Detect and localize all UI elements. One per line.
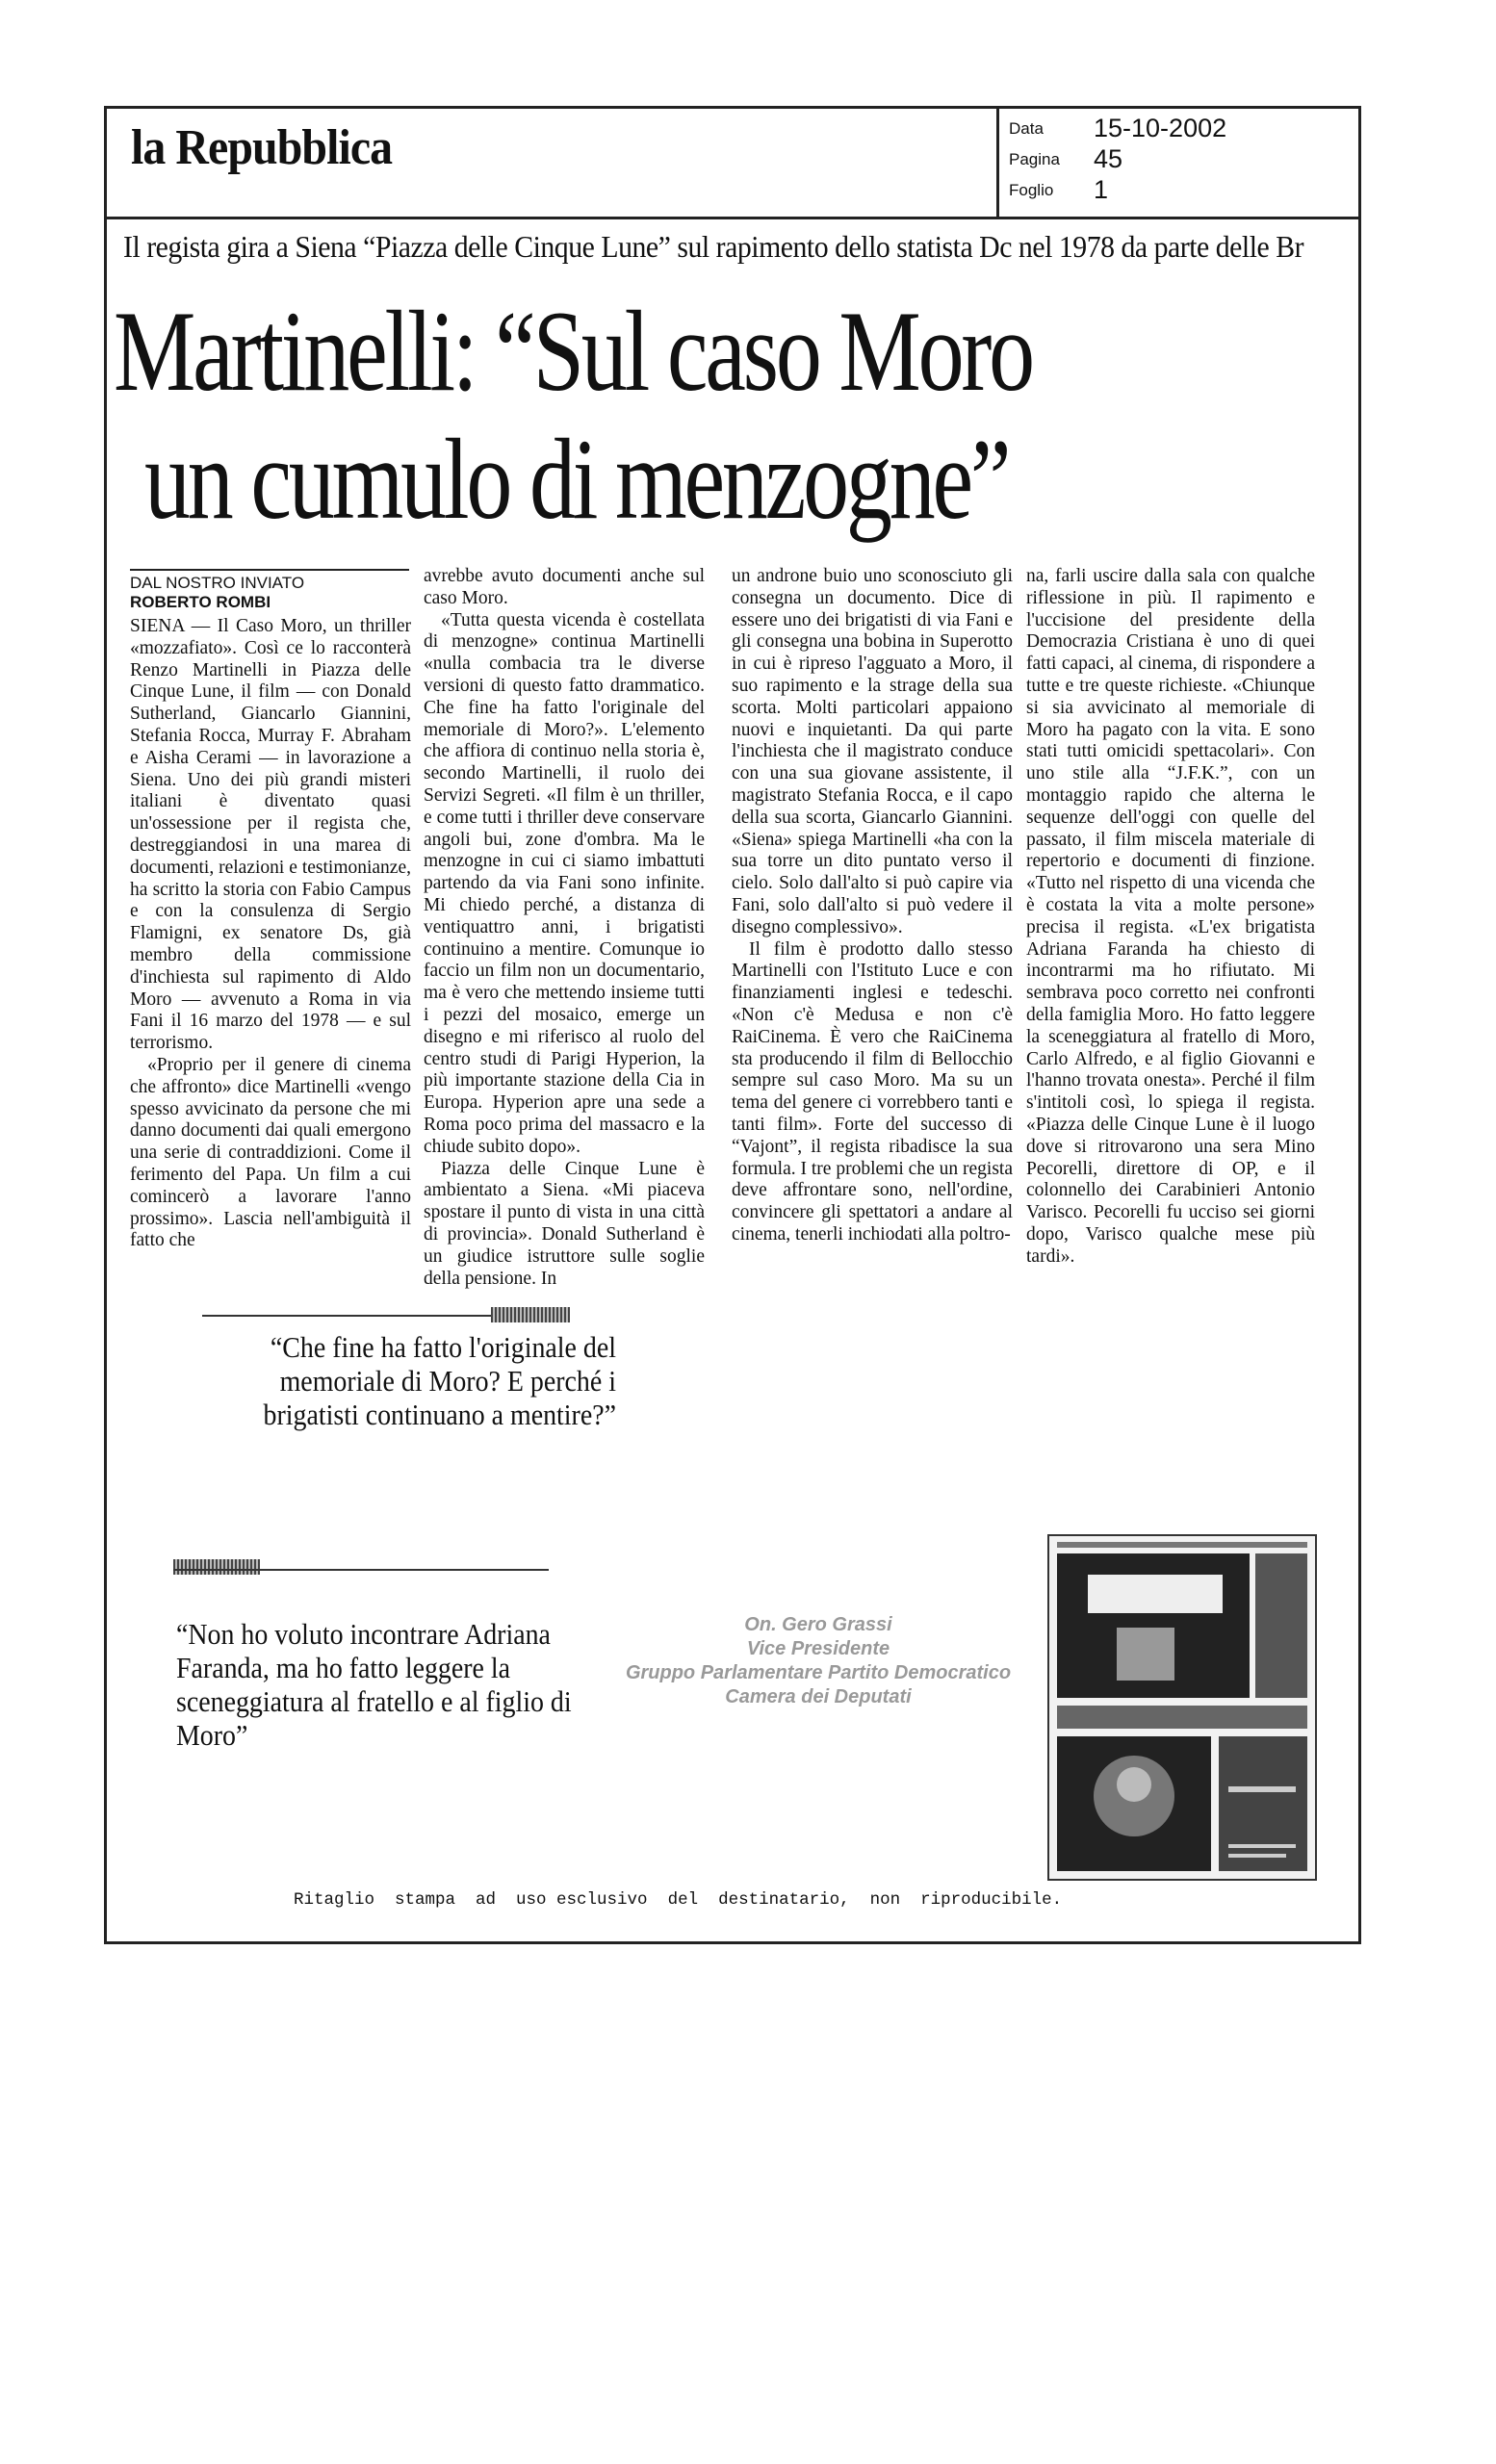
quote2-rule — [173, 1569, 549, 1571]
col2-paragraph: «Tutta questa vicenda è costellata di menzogne» continua Martinelli «nulla combacia tra le diverse versioni di questo fatto drammatico. Che fine ha fatto l'originale del memoriale di Moro?». L'elemento che affiora di continuo nella storia è, secondo Martinelli, il ruolo dei Servizi Segreti. «Il film è un thriller, e come tutti i thriller deve conservare angoli bui, zone d'ombra. Ma le menzogne in cui ci siamo imbattuti partendo da via Fani sono infinite. Mi chiedo perché, a distanza di ventiquattro anni, i brigatisti continuino a mentire. Comunque io faccio un film non un documentario, ma è vero che mettendo insieme tutti i pezzi del mosaico, emerge un disegno e mi riferisco al ruolo del centro studi di Parigi Hyperion, la più importante stazione della Cia in Europa. Hyperion apre una sede a Roma poco prima del massacro e la chiude subito dopo». — [424, 609, 705, 1157]
quote2-hatch — [173, 1559, 260, 1575]
stamp-line-3: Gruppo Parlamentare Partito Democratico — [625, 1662, 1012, 1683]
masthead-box — [104, 106, 999, 217]
article-column-1 — [130, 616, 411, 1252]
col3-paragraph: Il film è prodotto dallo stesso Martinelli con l'Istituto Luce e con finanziamenti inglesi e tedeschi. «Non c'è Medusa e non c'è RaiCinema. È vero che RaiCinema sta producendo il film di Bellocchio sempre sul caso Moro. Ma su un tema del genere ci vorrebbero tanti e tanti film». Forte del successo di “Vajont”, il regista ribadisce la sua formula. I tre problemi che un regista deve affrontare sono, nell'ordine, convincere gli spettatori a andare al cinema, tenerli inchiodati alla poltro- — [732, 938, 1013, 1245]
col1-paragraph: «Proprio per il genere di cinema che affronto» dice Martinelli «vengo spesso avvicinato da persone che mi danno documenti dai quali emergono una serie di contraddizioni. Come il ferimento del Papa. Un film a cui comincerò a lavorare l'anno prossimo». Lascia nell'ambiguità il fatto che — [130, 1054, 411, 1251]
meta-row-foglio — [1009, 175, 1346, 206]
data-label: Data — [1009, 119, 1044, 138]
foglio-label: Foglio — [1009, 181, 1054, 199]
article-column-2 — [424, 566, 705, 1290]
newspaper-logo: la Repubblica — [131, 120, 393, 175]
foglio-value: 1 — [1094, 175, 1109, 204]
article-column-3 — [732, 566, 1013, 1246]
stamp-line-4: Camera dei Deputati — [725, 1686, 912, 1707]
col1-paragraph: SIENA — Il Caso Moro, un thriller «mozzafiato». Così ce lo racconterà Renzo Martinelli in Piazza delle Cinque Lune, il film — con Donald Sutherland, Giancarlo Giannini, Stefania Rocca, Murray F. Abraham e Aisha Cerami — in lavorazione a Siena. Uno dei più grandi misteri italiani è diventato quasi un'ossessione per il regista che, destreggiandosi in una marea di documenti, relazioni e testimonianze, ha scritto la storia con Fabio Campus e con la consulenza di Sergio Flamigni, ex senatore Ds, già membro della commissione d'inchiesta sul rapimento di Aldo Moro — avvenuto a Roma in via Fani il 16 marzo del 1978 — e sul terrorismo. — [130, 616, 411, 1054]
byline-author: ROBERTO ROMBI — [130, 593, 271, 611]
deputy-stamp — [597, 1613, 1040, 1709]
col3-paragraph: un androne buio uno sconosciuto gli consegna un documento. Dice di essere uno dei brigatisti di via Fani e gli consegna una bobina in Superotto in cui è ripreso l'agguato a Moro, il suo rapimento e la strage della sua scorta. Molti particolari appaiono nuovi e inquietanti. Da qui parte l'inchiesta che il magistrato conduce con una sua giovane assistente, il magistrato Stefania Rocca, e il capo della sua scorta, Giancarlo Giannini. «Siena» spiega Martinelli «ha con la sua torre un dito puntato verso il cielo. Solo dall'alto si può capire via Fani, solo dall'alto si può vedere il disegno complessivo». — [732, 566, 1013, 937]
pull-quote-1: “Che fine ha fatto l'originale del memoriale di Moro? E perché i brigatisti continuano a mentire?” — [263, 1330, 616, 1431]
newspaper-page-thumbnail-icon — [1047, 1534, 1317, 1881]
stamp-line-1: On. Gero Grassi — [744, 1614, 892, 1635]
pagina-label: Pagina — [1009, 150, 1060, 168]
meta-row-pagina — [1009, 144, 1346, 175]
pull-quote-2: “Non ho voluto incontrare Adriana Faranda, ma ho fatto leggere la sceneggiatura al fratello e al figlio di Moro” — [176, 1617, 572, 1752]
col2-paragraph: avrebbe avuto documenti anche sul caso Moro. — [424, 566, 705, 608]
meta-row-data — [1009, 114, 1346, 144]
stamp-line-2: Vice Presidente — [746, 1638, 890, 1659]
article-kicker: Il regista gira a Siena “Piazza delle Cinque Lune” sul rapimento dello statista Dc nel 1978 da parte delle Br — [123, 229, 1304, 264]
thumbnail-graphic — [1049, 1536, 1315, 1879]
article-column-4 — [1026, 566, 1315, 1269]
headline-line-1: Martinelli: “Sul caso Moro — [114, 287, 1032, 415]
quote1-hatch — [491, 1307, 570, 1322]
clipping-header — [104, 106, 1361, 219]
data-value: 15-10-2002 — [1094, 114, 1227, 142]
pagina-value: 45 — [1094, 144, 1123, 173]
byline-label: DAL NOSTRO INVIATO — [130, 574, 305, 592]
clipping-footer-notice: Ritaglio stampa ad uso esclusivo del destinatario, non riproducibile. — [294, 1890, 1063, 1910]
col4-paragraph: na, farli uscire dalla sala con qualche riflessione in più. Il rapimento e l'uccisione del presidente della Democrazia Cristiana è uno di quei fatti capaci, al cinema, di rispondere a tutte e tre queste richieste. «Chiunque si sia avvicinato al memoriale di Moro ha pagato con la vita. E sono stati tutti omicidi spettacolari». Con uno stile alla “J.F.K.”, con un montaggio rapido che alterna le sequenze dell'oggi con quelle del passato, il film miscela materiale di repertorio e documenti di finzione. «Tutto nel rispetto di una vicenda che è costata la vita a molte persone» precisa il regista. «L'ex brigatista Adriana Faranda ha chiesto di incontrarmi ma ho rifiutato. Mi sembrava poco corretto nei confronti della famiglia Moro. Ho fatto leggere la sceneggiatura al fratello di Moro, Carlo Alfredo, e al figlio Giovanni e l'hanno trovata onesta». Perché il film s'intitoli così, lo spiega il regista. «Piazza delle Cinque Lune è il luogo dove si ritrovarono una sera Mino Pecorelli, direttore di OP, e il colonnello dei Carabinieri Antonio Varisco. Pecorelli fu ucciso sei giorni dopo, Varisco qualche mese più tardi». — [1026, 566, 1315, 1267]
clipping-metadata — [1009, 114, 1346, 206]
col2-paragraph: Piazza delle Cinque Lune è ambientato a Siena. «Mi piaceva spostare il punto di vista in una città di provincia». Donald Sutherland è un giudice istruttore sulle soglie della pensione. In — [424, 1158, 705, 1289]
byline-rule — [130, 569, 409, 571]
headline-line-2: un cumulo di menzogne” — [144, 415, 1009, 543]
